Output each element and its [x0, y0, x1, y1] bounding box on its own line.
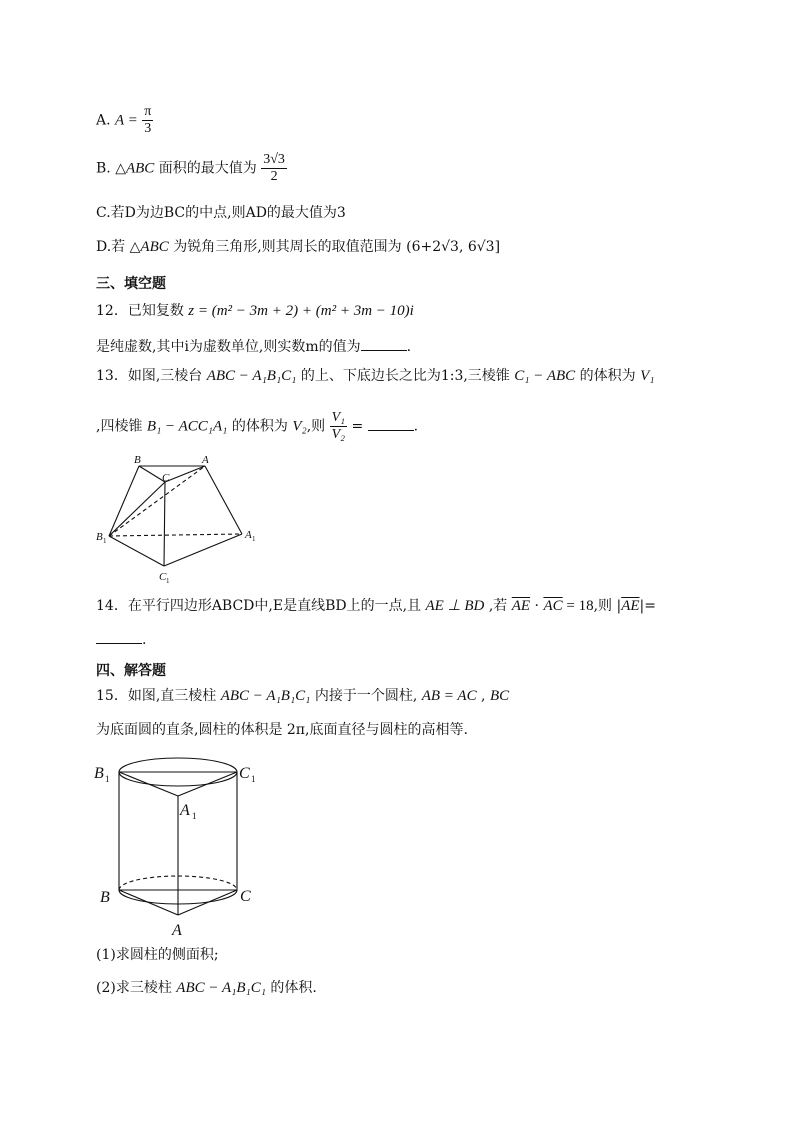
label-C: C — [162, 472, 170, 484]
edge-B1A1 — [109, 534, 242, 536]
q12-line1: 12．已知复数 z = (m² − 3m + 2) + (m² + 3m − 10)i — [96, 303, 414, 319]
edge-AA1 — [205, 466, 242, 534]
edge-C1A1 — [164, 534, 242, 566]
label-B: B — [134, 454, 141, 466]
sub-1: 1 — [192, 811, 197, 821]
edge-B1C1 — [109, 536, 164, 566]
answer-blank — [96, 631, 142, 644]
label-B1: B — [96, 531, 103, 543]
edge-B1C — [109, 482, 165, 536]
label-B: B — [100, 889, 110, 906]
sub-1: 1 — [251, 774, 256, 784]
q11-option-c: C.若D为边BC的中点,则AD的最大值为3 — [96, 205, 346, 221]
figure-frustum — [92, 452, 267, 584]
label-A: A — [202, 454, 209, 466]
fraction: $\frac{\pi}{3}$ — [144, 104, 152, 136]
answer-blank — [361, 338, 407, 351]
section-title-fill-in: 三、填空题 — [96, 276, 166, 292]
fraction: $\frac{\text{V₁}}{\text{V₂}}$ — [331, 410, 346, 442]
fraction: $\frac{3√3}{2}$ — [263, 152, 285, 184]
label-C1: C — [159, 571, 167, 583]
figure-cylinder — [92, 756, 267, 940]
edge-BA — [119, 890, 178, 915]
q11-option-d: D.若 △ABC 为锐角三角形,则其周长的取值范围为 (6+2√3, 6√3] — [96, 239, 501, 255]
sub-1: 1 — [105, 774, 110, 784]
sub-1: 1 — [166, 577, 170, 584]
label-A1: A — [245, 529, 252, 541]
edge-BB1 — [109, 466, 139, 536]
q13-line2: ,四棱锥 B₁ − ACC₁A₁ 的体积为 V₂,则 $\frac{\text{V₁}}{\text{V₂}}$ = . — [96, 410, 419, 442]
q15-part2: (2)求三棱柱 ABC − A₁B₁C₁ 的体积. — [96, 980, 317, 996]
sub-1: 1 — [103, 537, 107, 545]
top-C1A1 — [178, 772, 237, 796]
q13-line1: 13．如图,三棱台 ABC − A₁B₁C₁ 的上、下底边长之比为1:3,三棱锥 C₁ − ABC 的体积为 V₁ — [96, 368, 655, 384]
label-C1: C — [239, 765, 250, 782]
edge-CC1 — [164, 482, 165, 566]
label-C: C — [240, 888, 251, 905]
label-A: A — [172, 922, 182, 939]
q14-line2: . — [96, 630, 146, 650]
q14-line1: 14．在平行四边形ABCD中,E是直线BD上的一点,且 AE ⊥ BD ,若 $\overline{AE} \cdot \overline{AC} = 18$,则 $|\overline{AE}|=$ — [96, 598, 656, 614]
label-A1: A — [180, 802, 190, 819]
q12-line2: 是纯虚数,其中i为虚数单位,则实数m的值为 . — [96, 339, 412, 355]
sub-1: 1 — [252, 535, 256, 543]
edge-CA — [165, 466, 205, 482]
q11-option-a: A. A = $\frac{\pi}{3}$ — [96, 104, 152, 136]
section-title-answer: 四、解答题 — [96, 663, 166, 679]
edge-CA — [178, 890, 237, 915]
q15-part1: (1)求圆柱的侧面积; — [96, 947, 219, 963]
answer-blank — [368, 418, 414, 431]
q15-line2: 为底面圆的直条,圆柱的体积是 2π,底面直径与圆柱的高相等. — [96, 722, 468, 738]
q15-line1: 15．如图,直三棱柱 ABC − A₁B₁C₁ 内接于一个圆柱, AB = AC , BC — [96, 688, 510, 704]
q11-option-b: B. △ABC 面积的最大值为 $\frac{3√3}{2}$ — [96, 152, 285, 184]
top-B1A1 — [119, 772, 178, 796]
label-B1: B — [94, 765, 104, 782]
